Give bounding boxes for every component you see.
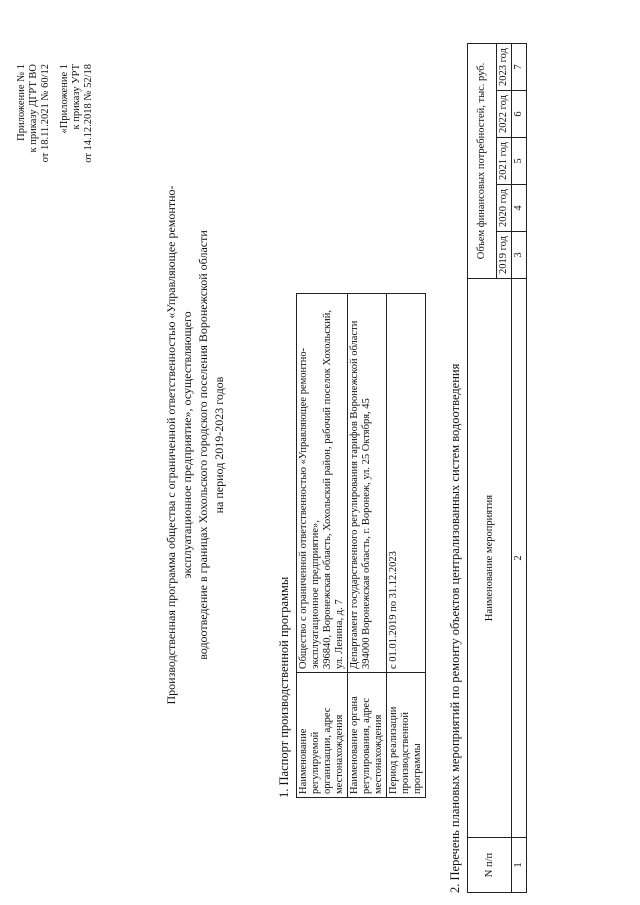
column-number-cell: 2	[512, 279, 527, 838]
column-header-number: N п/п	[468, 838, 512, 893]
section-1-heading: 1. Паспорт производственной программы	[277, 576, 291, 798]
plan-table	[467, 43, 527, 893]
column-number-cell: 1	[512, 838, 527, 893]
table-header-row	[468, 44, 497, 893]
column-number-cell: 3	[512, 232, 527, 279]
column-number-cell: 4	[512, 185, 527, 232]
title-line: на период 2019-2023 годов	[212, 376, 226, 514]
appendix-1-header	[16, 64, 52, 162]
appendix-2-line: «Приложение 1	[59, 64, 70, 134]
table-row	[297, 294, 348, 798]
column-header-financing: Объем финансовых потребностей, тыс. руб.	[468, 44, 497, 279]
appendix-1-line: от 18.11.2021 № 60/12	[40, 64, 51, 163]
passport-value	[348, 294, 387, 673]
title-line: водоотведение в границах Хохольского городского поселения Воронежской области	[196, 230, 210, 660]
column-header-year: 2022 год	[497, 91, 512, 138]
section-2-heading: 2. Перечень плановых мероприятий по ремонту объектов централизованных систем водоотведения	[448, 363, 462, 893]
table-row	[387, 294, 426, 798]
column-number-cell: 5	[512, 138, 527, 185]
passport-label: Наименование регулируемой организации, адрес местонахождения	[297, 673, 348, 798]
document-title	[163, 135, 227, 755]
appendix-1-line: к приказу ДГРТ ВО	[28, 64, 39, 153]
appendix-2-line: к приказу УРТ	[71, 64, 82, 130]
passport-value-line: Общество с ограниченной ответственностью «Управляющее ремонтно-эксплуатационное предприятие»,	[298, 347, 321, 669]
table-row	[512, 44, 527, 893]
column-header-year: 2020 год	[497, 185, 512, 232]
passport-value-line: Департамент государственного регулирования тарифов Воронежской области	[349, 320, 360, 669]
appendix-2-header	[59, 64, 95, 163]
appendix-2-line: от 14.12.2018 № 52/18	[83, 64, 94, 163]
passport-value-line: 396840, Воронежская область, Хохольский район, рабочий поселок Хохольский, ул. Ленина, д. 7	[322, 310, 345, 669]
passport-label: Наименование органа регулирования, адрес местонахождения	[348, 673, 387, 798]
column-header-year: 2021 год	[497, 138, 512, 185]
passport-table	[296, 293, 426, 798]
title-line: эксплуатационное предприятие», осуществляющего	[180, 311, 194, 579]
appendix-1-line: Приложение № 1	[16, 64, 27, 141]
column-header-year: 2023 год	[497, 44, 512, 91]
title-line: Производственная программа общества с ограниченной ответственностью «Управляющее ремонтно-	[164, 185, 178, 705]
passport-value-line: с 01.01.2019 по 31.12.2023	[388, 551, 399, 669]
column-number-cell: 6	[512, 91, 527, 138]
passport-value-line: 394000 Воронежская область, г. Воронеж, ул. 25 Октября, 45	[361, 398, 372, 669]
passport-value	[387, 294, 426, 673]
passport-value	[297, 294, 348, 673]
passport-label: Период реализации производственной программы	[387, 673, 426, 798]
table-row	[348, 294, 387, 798]
column-header-name: Наименование мероприятия	[468, 279, 512, 838]
column-header-year: 2019 год	[497, 232, 512, 279]
column-number-cell: 7	[512, 44, 527, 91]
